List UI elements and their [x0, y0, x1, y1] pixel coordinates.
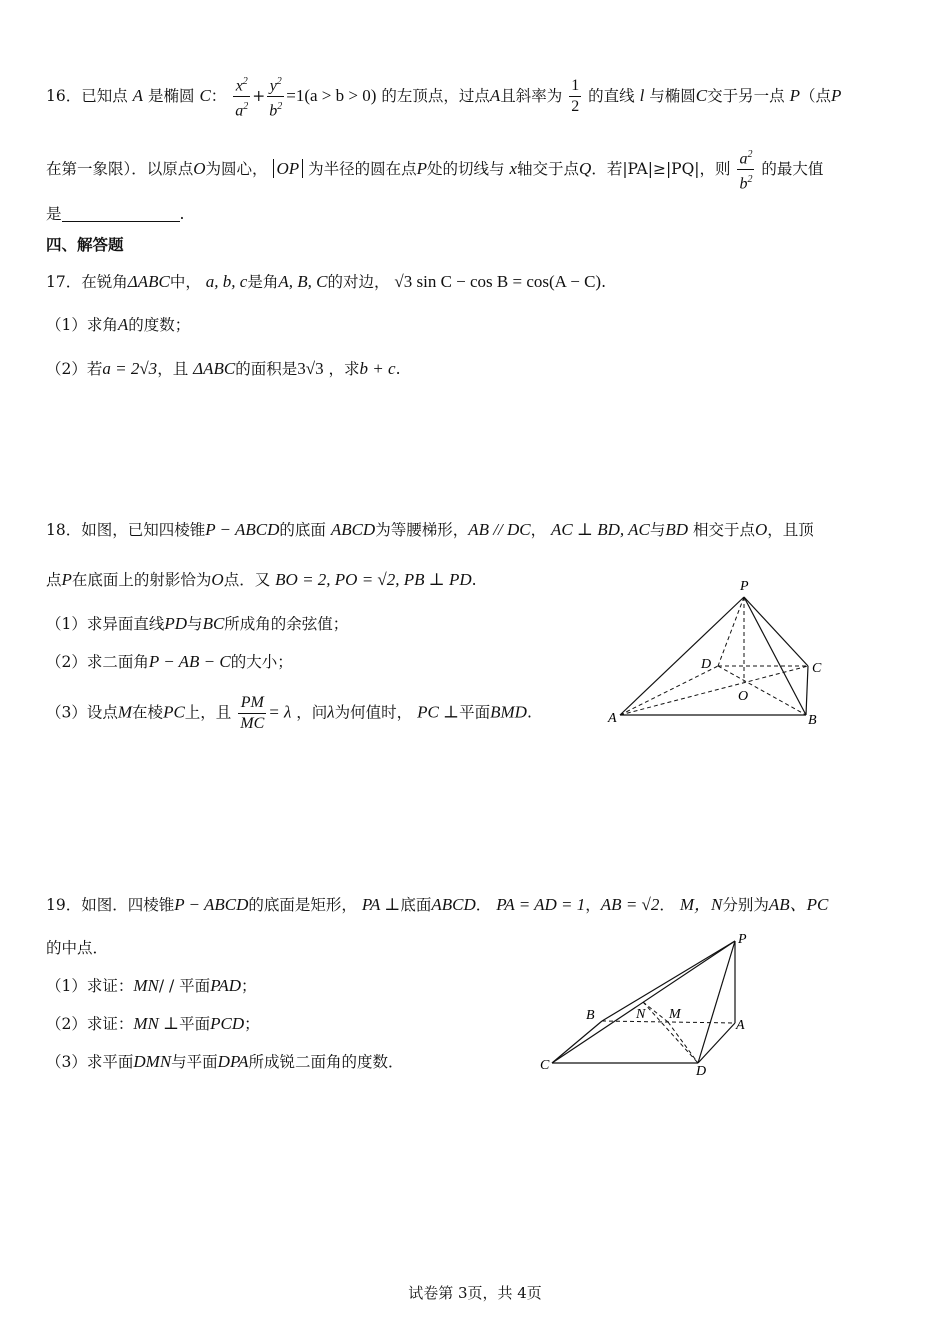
fraction-pm-mc: $\frac{PM}{MC}$: [240, 694, 265, 732]
seg-MD: [668, 1022, 698, 1063]
answer-blank: [62, 207, 180, 222]
q18-part2: （2）求二面角P − AB − C的大小；: [46, 652, 293, 671]
q19-line1: 19．如图．四棱锥P − ABCD的底面是矩形， PA ⊥底面ABCD． PA = AD = 1，AB = √2． M，N分别为AB、PC: [46, 895, 829, 914]
fraction-y2-b2: $\frac{y^2}{b^2}$: [267, 72, 284, 122]
diag-AC: [620, 666, 808, 715]
label-B: B: [808, 713, 817, 728]
q19-part2: （2）求证：MN ⊥平面PCD；: [46, 1014, 260, 1033]
q16-line1: 16．已知点 A 是椭圆 C： $\frac{x^2}{a^2}$ + $\frac{y^2}{b^2}$ =1(a > b > 0) 的左顶点，过点A且斜率为 $\frac{1}{2}$ 的直线 l 与椭圆C交于另一点 P（点P: [46, 72, 841, 122]
label-C: C: [812, 661, 822, 676]
label-A: A: [736, 1018, 745, 1033]
q19-pyramid-figure: [530, 925, 760, 1080]
label-O: O: [738, 689, 749, 704]
q18-part1: （1）求异面直线PD与BC所成角的余弦值；: [46, 614, 349, 633]
label-A: A: [608, 711, 617, 726]
label-P: P: [738, 932, 747, 947]
edge-PA: [620, 597, 744, 715]
q17-part1: （1）求角A的度数；: [46, 315, 191, 334]
q19-part1: （1）求证：MN/ / 平面PAD；: [46, 976, 257, 995]
q17-part2: （2）若a = 2√3，且 ΔABC的面积是3√3 ，求b + c.: [46, 359, 401, 378]
edge-AD: [620, 666, 718, 715]
edge-CB: [552, 1021, 602, 1063]
edge-BC: [806, 666, 808, 715]
edge-PC: [744, 597, 808, 666]
label-B: B: [586, 1008, 595, 1023]
q18-line2: 点P在底面上的射影恰为O点．又 BO = 2, PO = √2, PB ⊥ PD.: [46, 570, 477, 589]
q17-stem: 17．在锐角ΔABC中， a, b, c是角A, B, C的对边， √3 sin C − cos B = cos(A − C).: [46, 272, 607, 291]
q18-line1: 18．如图，已知四棱锥P − ABCD的底面 ABCD为等腰梯形，AB // DC， AC ⊥ BD, AC与BD 相交于点O，且顶: [46, 520, 814, 539]
q18-pyramid-figure: [600, 570, 840, 735]
fraction-half: $\frac{1}{2}$: [571, 77, 580, 116]
label-D: D: [696, 1064, 707, 1079]
fraction-x2-a2: $\frac{x^2}{a^2}$: [233, 72, 250, 122]
label-N: N: [636, 1007, 646, 1022]
section-heading: 四、解答题: [46, 235, 124, 254]
seg-NM: [643, 1002, 668, 1022]
edge-PD: [718, 597, 744, 666]
page-footer: 试卷第 3页，共 4页: [408, 1284, 542, 1302]
q19-part3: （3）求平面DMN与平面DPA所成锐二面角的度数．: [46, 1052, 404, 1071]
q18-part3: （3）设点M在棱PC上，且 $\frac{PM}{MC}$ = λ ，问λ为何值时， PC ⊥平面BMD.: [46, 694, 532, 732]
q16-line3: 是 .: [46, 205, 185, 223]
label-C: C: [540, 1058, 550, 1073]
label-P: P: [740, 579, 749, 594]
q19-line2: 的中点．: [46, 939, 109, 957]
q16-line2: 在第一象限）．以原点O为圆心， OP 为半径的圆在点P处的切线与 x轴交于点Q．若|PA|≥|PQ|，则 $\frac{a^2}{b^2}$ 的最大值: [46, 145, 823, 195]
fraction-a2-b2: $\frac{a^2}{b^2}$: [737, 145, 754, 195]
label-M: M: [669, 1007, 681, 1022]
label-D: D: [701, 657, 712, 672]
